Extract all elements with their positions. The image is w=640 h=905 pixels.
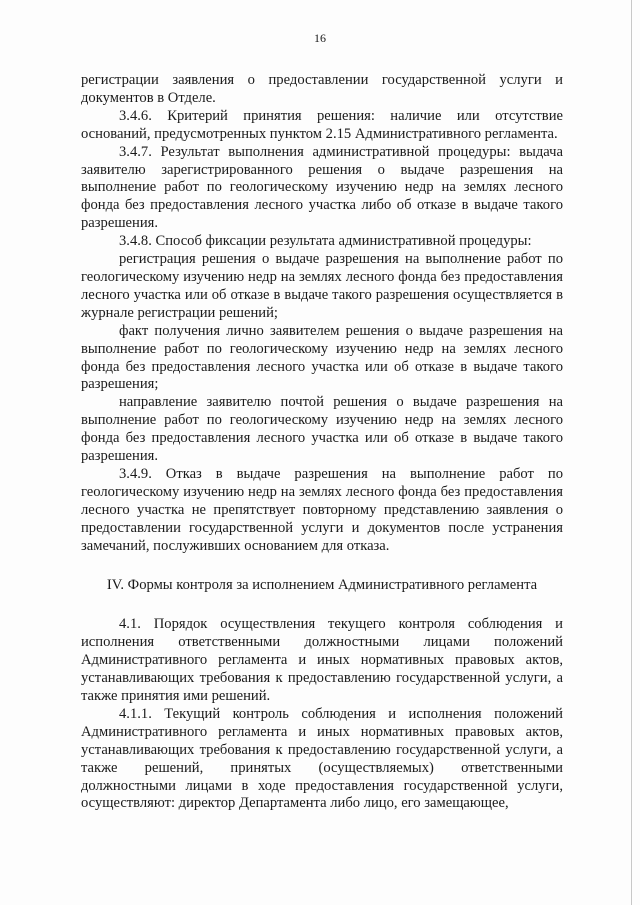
page-number: 16 xyxy=(314,31,326,45)
paragraph-continuation: регистрации заявления о предоставлении государственной услуги и документов в Отделе. xyxy=(81,72,563,106)
paragraph-4-1-1: 4.1.1. Текущий контроль соблюдения и исполнения положений Административного регламента и иных нормативных правовых актов, устанавливающих требования к предоставлению государственной услуги, а также решений, принятых (осуществляемых) ответственными должностными лицами в ходе предоставления государственной услуги, осуществляют: директор Департамента либо лицо, его замещающее, xyxy=(81,705,563,812)
page-edge-line xyxy=(631,0,632,905)
paragraph-4-1: 4.1. Порядок осуществления текущего контроля соблюдения и исполнения ответственными должностными лицами положений Административного регламента и иных нормативных правовых актов, устанавливающих требования к предоставлению государственной услуги, а также принятия ими решений. xyxy=(81,616,563,704)
paragraph-receipt-fact: факт получения лично заявителем решения о выдаче разрешения на выполнение работ по геологическому изучению недр на землях лесного фонда без предоставления лесного участка или об отказе в выдаче такого разрешения; xyxy=(81,322,563,393)
paragraph-3-4-6: 3.4.6. Критерий принятия решения: наличие или отсутствие оснований, предусмотренных пунктом 2.15 Административного регламента. xyxy=(81,107,563,142)
paragraph-3-4-7: 3.4.7. Результат выполнения административной процедуры: выдача заявителю зарегистрированного решения о выдаче разрешения на выполнение работ по геологическому изучению недр на землях лесного фонда без предоставления лесного участка либо об отказе в выдаче такого разрешения. xyxy=(81,143,563,232)
document-body xyxy=(81,72,563,813)
paragraph-registration: регистрация решения о выдаче разрешения на выполнение работ по геологическому изучению недр на землях лесного фонда без предоставления лесного участка или об отказе в выдаче такого разрешения осуществляется в журнале регистрации решений; xyxy=(81,251,563,321)
paragraph-3-4-8: 3.4.8. Способ фиксации результата административной процедуры: xyxy=(119,233,532,250)
section-heading-iv: IV. Формы контроля за исполнением Административного регламента xyxy=(106,577,538,594)
paragraph-3-4-9: 3.4.9. Отказ в выдаче разрешения на выполнение работ по геологическому изучению недр на землях лесного фонда без предоставления лесного участка не препятствует повторному представлению заявления о предоставлении государственной услуги и документов после устранения замечаний, послуживших основанием для отказа. xyxy=(81,465,563,554)
paragraph-mail-sending: направление заявителю почтой решения о выдаче разрешения на выполнение работ по геологическому изучению недр на землях лесного фонда без предоставления лесного участка или об отказе в выдаче такого разрешения. xyxy=(81,394,563,465)
